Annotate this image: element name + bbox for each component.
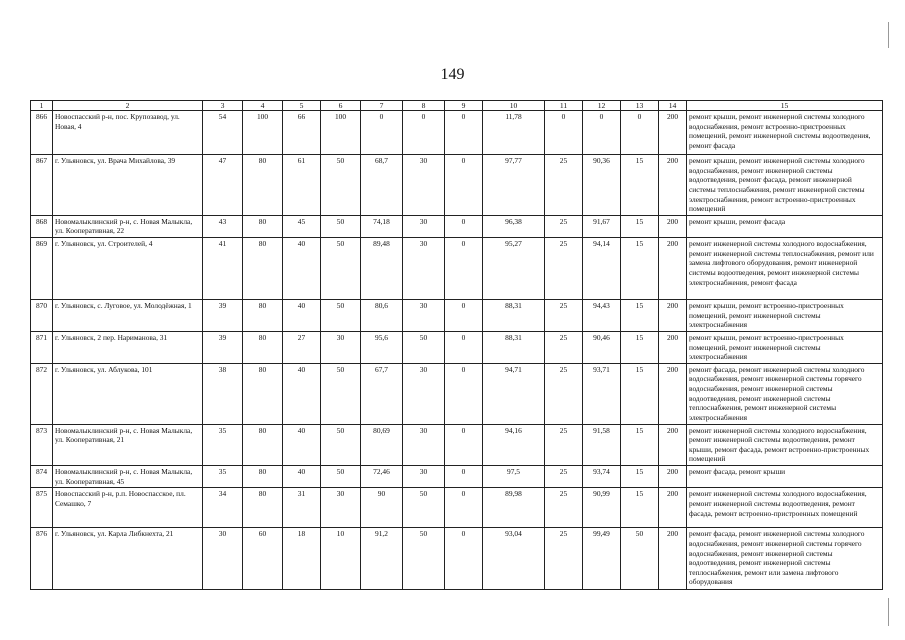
cell-c11: 0: [545, 111, 583, 155]
cell-c6: 50: [321, 363, 361, 424]
cell-c9: 0: [445, 488, 483, 528]
cell-c6: 50: [321, 155, 361, 216]
cell-c3: 39: [203, 331, 243, 363]
cell-works: ремонт крыши, ремонт инженерной системы холодного водоснабжения, ремонт встроенно-пристроенных помещений, ремонт инженерной системы водоотведения, ремонт фасада: [687, 111, 883, 155]
cell-row-number: 867: [31, 155, 53, 216]
cell-c4: 100: [243, 111, 283, 155]
table-row: [31, 424, 883, 466]
cell-c12: 99,49: [583, 528, 621, 590]
cell-c10: 97,5: [483, 466, 545, 488]
cell-c5: 27: [283, 331, 321, 363]
cell-c14: 200: [659, 111, 687, 155]
cell-c13: 15: [621, 300, 659, 332]
table-row: [31, 300, 883, 332]
cell-c3: 43: [203, 215, 243, 237]
cell-c10: 96,38: [483, 215, 545, 237]
column-header-6: 6: [321, 101, 361, 111]
table-row: [31, 466, 883, 488]
cell-c5: 40: [283, 238, 321, 300]
cell-works: ремонт фасада, ремонт крыши: [687, 466, 883, 488]
header-row: [31, 101, 883, 111]
table-row: [31, 238, 883, 300]
cell-c6: 50: [321, 466, 361, 488]
column-header-2: 2: [53, 101, 203, 111]
cell-c8: 30: [403, 363, 445, 424]
column-header-9: 9: [445, 101, 483, 111]
cell-c13: 15: [621, 238, 659, 300]
cell-c8: 50: [403, 331, 445, 363]
cell-row-number: 870: [31, 300, 53, 332]
cell-c4: 60: [243, 528, 283, 590]
cell-c13: 15: [621, 424, 659, 466]
cell-c5: 66: [283, 111, 321, 155]
cell-address: Новомалыклинский р-н, с. Новая Малыкла, ул. Кооперативная, 22: [53, 215, 203, 237]
cell-works: ремонт крыши, ремонт встроенно-пристроенных помещений, ремонт инженерной системы электроснабжения: [687, 300, 883, 332]
cell-c3: 35: [203, 424, 243, 466]
cell-c7: 80,6: [361, 300, 403, 332]
cell-c10: 94,16: [483, 424, 545, 466]
cell-c9: 0: [445, 528, 483, 590]
cell-c10: 88,31: [483, 300, 545, 332]
cell-c14: 200: [659, 238, 687, 300]
column-header-4: 4: [243, 101, 283, 111]
cell-c11: 25: [545, 528, 583, 590]
cell-c10: 89,98: [483, 488, 545, 528]
cell-c11: 25: [545, 300, 583, 332]
cell-c10: 97,77: [483, 155, 545, 216]
cell-c8: 30: [403, 238, 445, 300]
cell-c6: 100: [321, 111, 361, 155]
cell-c9: 0: [445, 155, 483, 216]
cell-c9: 0: [445, 466, 483, 488]
cell-c9: 0: [445, 215, 483, 237]
cell-works: ремонт фасада, ремонт инженерной системы холодного водоснабжения, ремонт инженерной системы горячего водоснабжения, ремонт инженерной системы водоотведения, ремонт инженерной системы теплоснабжения, ремонт или замена лифтового оборудования: [687, 528, 883, 590]
cell-row-number: 866: [31, 111, 53, 155]
cell-c3: 39: [203, 300, 243, 332]
cell-c9: 0: [445, 238, 483, 300]
crop-mark-top-right: [888, 22, 889, 48]
cell-c8: 30: [403, 215, 445, 237]
cell-c10: 11,78: [483, 111, 545, 155]
cell-c13: 15: [621, 363, 659, 424]
cell-works: ремонт фасада, ремонт инженерной системы холодного водоснабжения, ремонт инженерной системы горячего водоснабжения, ремонт инженерной системы водоотведения, ремонт инженерной системы теплоснабжения, ремонт инженерной системы электроснабжения: [687, 363, 883, 424]
cell-c11: 25: [545, 424, 583, 466]
cell-row-number: 875: [31, 488, 53, 528]
cell-c4: 80: [243, 155, 283, 216]
cell-c7: 91,2: [361, 528, 403, 590]
cell-c6: 50: [321, 300, 361, 332]
column-header-7: 7: [361, 101, 403, 111]
cell-row-number: 869: [31, 238, 53, 300]
cell-c5: 40: [283, 363, 321, 424]
cell-address: г. Ульяновск, ул. Аблукова, 101: [53, 363, 203, 424]
cell-c11: 25: [545, 466, 583, 488]
cell-c8: 50: [403, 488, 445, 528]
cell-c4: 80: [243, 488, 283, 528]
cell-c4: 80: [243, 300, 283, 332]
column-header-11: 11: [545, 101, 583, 111]
cell-c5: 61: [283, 155, 321, 216]
cell-c14: 200: [659, 528, 687, 590]
cell-address: г. Ульяновск, ул. Врача Михайлова, 39: [53, 155, 203, 216]
table-row: [31, 155, 883, 216]
page-number: 149: [440, 66, 465, 83]
column-header-3: 3: [203, 101, 243, 111]
cell-c5: 40: [283, 466, 321, 488]
cell-c4: 80: [243, 238, 283, 300]
cell-c7: 95,6: [361, 331, 403, 363]
cell-c12: 90,99: [583, 488, 621, 528]
cell-works: ремонт крыши, ремонт встроенно-пристроенных помещений, ремонт инженерной системы электроснабжения: [687, 331, 883, 363]
cell-c9: 0: [445, 424, 483, 466]
cell-c9: 0: [445, 111, 483, 155]
table-row: [31, 331, 883, 363]
cell-c3: 30: [203, 528, 243, 590]
column-header-5: 5: [283, 101, 321, 111]
cell-c5: 31: [283, 488, 321, 528]
cell-works: ремонт инженерной системы холодного водоснабжения, ремонт инженерной системы водоотведения, ремонт крыши, ремонт фасада, ремонт встроенно-пристроенных помещений: [687, 424, 883, 466]
cell-c14: 200: [659, 488, 687, 528]
cell-c11: 25: [545, 215, 583, 237]
cell-c8: 30: [403, 466, 445, 488]
table-row: [31, 488, 883, 528]
cell-c4: 80: [243, 215, 283, 237]
cell-c12: 93,74: [583, 466, 621, 488]
column-header-13: 13: [621, 101, 659, 111]
cell-c14: 200: [659, 300, 687, 332]
cell-c5: 18: [283, 528, 321, 590]
cell-c7: 68,7: [361, 155, 403, 216]
cell-c14: 200: [659, 331, 687, 363]
cell-row-number: 874: [31, 466, 53, 488]
cell-c14: 200: [659, 466, 687, 488]
cell-c11: 25: [545, 238, 583, 300]
cell-c13: 0: [621, 111, 659, 155]
cell-c6: 10: [321, 528, 361, 590]
cell-c10: 95,27: [483, 238, 545, 300]
cell-c7: 74,18: [361, 215, 403, 237]
cell-c7: 89,48: [361, 238, 403, 300]
cell-row-number: 873: [31, 424, 53, 466]
cell-c12: 0: [583, 111, 621, 155]
cell-c14: 200: [659, 424, 687, 466]
cell-c3: 34: [203, 488, 243, 528]
cell-c3: 41: [203, 238, 243, 300]
cell-c14: 200: [659, 363, 687, 424]
cell-c8: 30: [403, 424, 445, 466]
cell-c6: 50: [321, 424, 361, 466]
cell-c7: 80,69: [361, 424, 403, 466]
cell-c4: 80: [243, 424, 283, 466]
cell-works: ремонт инженерной системы холодного водоснабжения, ремонт инженерной системы водоотведения, ремонт фасада, ремонт встроенно-пристроенных помещений: [687, 488, 883, 528]
cell-c10: 94,71: [483, 363, 545, 424]
cell-address: г. Ульяновск, с. Луговое, ул. Молодёжная, 1: [53, 300, 203, 332]
cell-c8: 50: [403, 528, 445, 590]
column-header-10: 10: [483, 101, 545, 111]
cell-c6: 50: [321, 215, 361, 237]
cell-c9: 0: [445, 331, 483, 363]
cell-c6: 50: [321, 238, 361, 300]
cell-c8: 0: [403, 111, 445, 155]
cell-address: Новоспасский р-н, р.п. Новоспасское, пл. Семашко, 7: [53, 488, 203, 528]
column-header-1: 1: [31, 101, 53, 111]
cell-address: Новомалыклинский р-н, с. Новая Малыкла, ул. Кооперативная, 21: [53, 424, 203, 466]
cell-address: Новомалыклинский р-н, с. Новая Малыкла, ул. Кооперативная, 45: [53, 466, 203, 488]
cell-c7: 72,46: [361, 466, 403, 488]
cell-c11: 25: [545, 331, 583, 363]
cell-c6: 30: [321, 331, 361, 363]
cell-c7: 0: [361, 111, 403, 155]
cell-c7: 67,7: [361, 363, 403, 424]
cell-row-number: 871: [31, 331, 53, 363]
cell-c7: 90: [361, 488, 403, 528]
cell-row-number: 876: [31, 528, 53, 590]
cell-c9: 0: [445, 363, 483, 424]
cell-works: ремонт крыши, ремонт фасада: [687, 215, 883, 237]
cell-works: ремонт инженерной системы холодного водоснабжения, ремонт инженерной системы теплоснабжения, ремонт или замена лифтового оборудования, ремонт инженерной системы водоотведения, ремонт инженерной системы электроснабжения, ремонт фасада: [687, 238, 883, 300]
cell-c6: 30: [321, 488, 361, 528]
cell-c3: 47: [203, 155, 243, 216]
cell-c3: 38: [203, 363, 243, 424]
cell-c13: 15: [621, 466, 659, 488]
column-header-8: 8: [403, 101, 445, 111]
cell-c4: 80: [243, 331, 283, 363]
cell-c12: 91,67: [583, 215, 621, 237]
cell-c9: 0: [445, 300, 483, 332]
cell-c10: 88,31: [483, 331, 545, 363]
table-row: [31, 528, 883, 590]
cell-c5: 40: [283, 300, 321, 332]
cell-c12: 91,58: [583, 424, 621, 466]
column-header-12: 12: [583, 101, 621, 111]
table-row: [31, 111, 883, 155]
cell-c14: 200: [659, 215, 687, 237]
cell-c13: 15: [621, 331, 659, 363]
cell-c8: 30: [403, 300, 445, 332]
cell-c4: 80: [243, 466, 283, 488]
cell-c3: 35: [203, 466, 243, 488]
cell-c11: 25: [545, 363, 583, 424]
cell-address: г. Ульяновск, ул. Строителей, 4: [53, 238, 203, 300]
cell-address: г. Ульяновск, ул. Карла Либкнехта, 21: [53, 528, 203, 590]
cell-row-number: 868: [31, 215, 53, 237]
cell-c4: 80: [243, 363, 283, 424]
table-row: [31, 215, 883, 237]
cell-c14: 200: [659, 155, 687, 216]
cell-c13: 15: [621, 155, 659, 216]
cell-address: г. Ульяновск, 2 пер. Нариманова, 31: [53, 331, 203, 363]
cell-c5: 45: [283, 215, 321, 237]
cell-c8: 30: [403, 155, 445, 216]
cell-c13: 50: [621, 528, 659, 590]
cell-c11: 25: [545, 488, 583, 528]
cell-c11: 25: [545, 155, 583, 216]
cell-c13: 15: [621, 488, 659, 528]
cell-c12: 90,36: [583, 155, 621, 216]
crop-mark-bottom-right: [888, 598, 889, 626]
column-header-15: 15: [687, 101, 883, 111]
cell-c13: 15: [621, 215, 659, 237]
cell-c12: 93,71: [583, 363, 621, 424]
cell-row-number: 872: [31, 363, 53, 424]
cell-c12: 90,46: [583, 331, 621, 363]
table-row: [31, 363, 883, 424]
cell-c12: 94,43: [583, 300, 621, 332]
buildings-table: [30, 100, 883, 590]
table-body: [31, 111, 883, 590]
cell-address: Новоспасский р-н, пос. Крупозавод, ул. Новая, 4: [53, 111, 203, 155]
cell-works: ремонт крыши, ремонт инженерной системы холодного водоснабжения, ремонт инженерной системы водоотведения, ремонт фасада, ремонт инженерной системы теплоснабжения, ремонт инженерной системы электроснабжения, ремонт встроенно-пристроенных помещений: [687, 155, 883, 216]
cell-c10: 93,04: [483, 528, 545, 590]
cell-c12: 94,14: [583, 238, 621, 300]
column-header-14: 14: [659, 101, 687, 111]
cell-c3: 54: [203, 111, 243, 155]
cell-c5: 40: [283, 424, 321, 466]
